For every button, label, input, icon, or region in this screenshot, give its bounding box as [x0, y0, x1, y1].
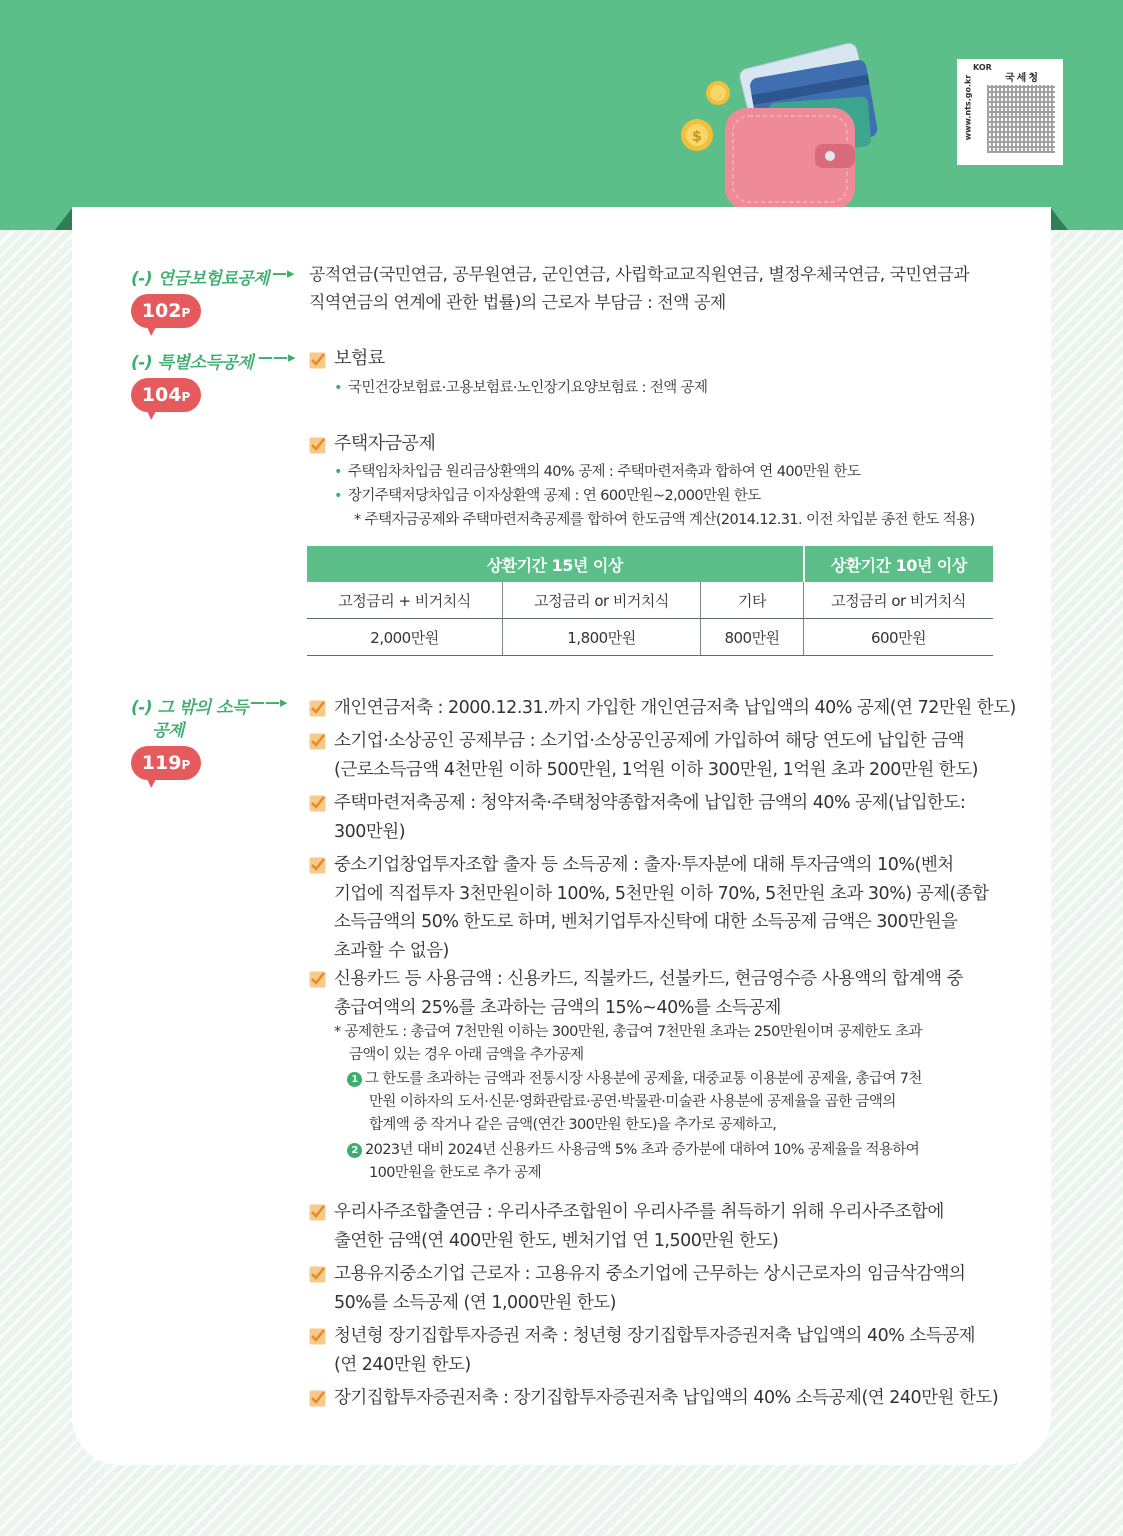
other-item-line: 50%를 소득공제 (연 1,000만원 한도) — [334, 1292, 616, 1313]
insurance-title: 보험료 — [334, 348, 385, 369]
section-label-pension: (-) 연금보험료공제 — [131, 269, 269, 289]
qr-code-icon — [987, 85, 1055, 153]
other-item-line: 중소기업창업투자조합 출자 등 소득공제 : 출자·투자분에 대해 투자금액의 10%(벤처 — [334, 855, 954, 875]
checkbox-icon — [309, 700, 326, 717]
table-header-10y: 상환기간 10년 이상 — [804, 546, 994, 582]
checkbox-icon — [309, 352, 326, 369]
qr-code-box[interactable] — [957, 59, 1063, 165]
card-note-item-1: 1 그 한도를 초과하는 금액과 전통시장 사용분에 공제율, 대중교통 이용분에 공제율, 총급여 7천 — [347, 1068, 922, 1091]
housing-title: 주택자금공제 — [334, 433, 436, 454]
other-item-line: 개인연금저축 : 2000.12.31.까지 가입한 개인연금저축 납입액의 40% 공제(연 72만원 한도) — [334, 698, 1016, 718]
table-cell: 고정금리 + 비거치식 — [307, 582, 503, 619]
qr-url: www.nts.go.kr — [963, 74, 973, 141]
wallet-illustration — [675, 40, 885, 215]
card-note-line-1: * 공제한도 : 총급여 7천만원 이하는 300만원, 총급여 7천만원 초과는 250만원이며 공제한도 초과 — [334, 1024, 922, 1040]
table-cell: 1,800만원 — [503, 619, 701, 656]
repayment-table — [307, 546, 993, 656]
section-label-other-2: 공제 — [152, 721, 184, 741]
kor-logo-badge: KOR — [973, 63, 992, 72]
page-tag-119[interactable]: 119P — [131, 746, 201, 780]
table-header-15y: 상환기간 15년 이상 — [307, 546, 804, 582]
section-label-other: (-) 그 밖의 소득 — [131, 698, 248, 718]
checkbox-icon — [309, 1204, 326, 1221]
table-cell: 기타 — [701, 582, 804, 619]
corner-fold-right — [1050, 207, 1068, 230]
other-item-line: 출연한 금액(연 400만원 한도, 벤처기업 연 1,500만원 한도) — [334, 1230, 779, 1251]
table-cell: 800만원 — [701, 619, 804, 656]
section-label-special: (-) 특별소득공제 — [131, 353, 254, 373]
checkbox-icon — [309, 795, 326, 812]
other-item-line: 우리사주조합출연금 : 우리사주조합원이 우리사주를 취득하기 위해 우리사주조합에 — [334, 1202, 944, 1222]
table-cell: 고정금리 or 비거치식 — [503, 582, 701, 619]
arrow-icon: —▸ — [272, 264, 295, 282]
page-tag-104[interactable]: 104P — [131, 378, 201, 412]
table-cell: 600만원 — [804, 619, 994, 656]
pension-line-2: 직역연금의 연계에 관한 법률)의 근로자 부담금 : 전액 공제 — [309, 293, 726, 313]
other-item-line: 소득금액의 50% 한도로 하며, 벤처기업투자신탁에 대한 소득공제 금액은 300만원을 — [334, 912, 958, 932]
card-note-item-1-line-2: 만원 이하자의 도서·신문·영화관람료·공연·박물관·미술관 사용분에 공제율을 곱한 금액의 — [369, 1094, 896, 1110]
svg-text:$: $ — [692, 129, 702, 145]
checkbox-icon — [309, 1390, 326, 1407]
header-band — [0, 0, 1123, 230]
checkbox-icon — [309, 1328, 326, 1345]
card-note-item-2: 2 2023년 대비 2024년 신용카드 사용금액 5% 초과 증가분에 대하여 10% 공제율을 적용하여 — [347, 1139, 919, 1162]
card-note-item-1-line-3: 합계액 중 작거나 같은 금액(연간 300만원 한도)을 추가로 공제하고, — [369, 1117, 777, 1133]
other-item-line: 장기집합투자증권저축 : 장기집합투자증권저축 납입액의 40% 소득공제(연 240만원 한도) — [334, 1388, 999, 1408]
arrow-icon: ——▸ — [250, 693, 288, 711]
checkbox-icon — [309, 857, 326, 874]
card-note-line-2: 금액이 있는 경우 아래 금액을 추가공제 — [349, 1047, 584, 1063]
other-item-line: 신용카드 등 사용금액 : 신용카드, 직불카드, 선불카드, 현금영수증 사용액의 합계액 중 — [334, 969, 963, 989]
other-item-line: 주택마련저축공제 : 청약저축·주택청약종합저축에 납입한 금액의 40% 공제(납입한도: — [334, 793, 966, 813]
housing-item-1: • 주택임차차입금 원리금상환액의 40% 공제 : 주택마련저축과 합하여 연 400만원 한도 — [334, 464, 861, 480]
other-item-line: 총급여액의 25%를 초과하는 금액의 15%~40%를 소득공제 — [334, 997, 781, 1018]
table-cell: 고정금리 or 비거치식 — [804, 582, 994, 619]
other-item-line: 고용유지중소기업 근로자 : 고용유지 중소기업에 근무하는 상시근로자의 임금삭감액의 — [334, 1264, 966, 1284]
insurance-item: • 국민건강보험료·고용보험료·노인장기요양보험료 : 전액 공제 — [334, 380, 708, 396]
corner-fold-left — [55, 207, 73, 230]
card-note-item-2-line-2: 100만원을 한도로 추가 공제 — [369, 1165, 541, 1181]
checkbox-icon — [309, 971, 326, 988]
other-item-line: 청년형 장기집합투자증권 저축 : 청년형 장기집합투자증권저축 납입액의 40% 소득공제 — [334, 1326, 976, 1346]
housing-item-2: • 장기주택저당차입금 이자상환액 공제 : 연 600만원~2,000만원 한도 — [334, 488, 761, 504]
checkbox-icon — [309, 437, 326, 454]
other-item-line: 기업에 직접투자 3천만원이하 100%, 5천만원 이하 70%, 5천만원 초과 30%) 공제(종합 — [334, 883, 989, 904]
checkbox-icon — [309, 733, 326, 750]
other-item-line: 소기업·소상공인 공제부금 : 소기업·소상공인공제에 가입하여 해당 연도에 납입한 금액 — [334, 731, 965, 751]
arrow-icon: ——▸ — [258, 348, 296, 366]
other-item-line: (근로소득금액 4천만원 이하 500만원, 1억원 이하 300만원, 1억원 초과 200만원 한도) — [334, 759, 978, 780]
qr-title: 국세청 — [1005, 73, 1040, 84]
checkbox-icon — [309, 1266, 326, 1283]
other-item-line: 300만원) — [334, 821, 406, 842]
page-tag-102[interactable]: 102P — [131, 294, 201, 328]
other-item-line: 초과할 수 없음) — [334, 940, 449, 961]
housing-note: * 주택자금공제와 주택마련저축공제를 합하여 한도금액 계산(2014.12.31. 이전 차입분 종전 한도 적용) — [354, 512, 975, 528]
pension-line-1: 공적연금(국민연금, 공무원연금, 군인연금, 사립학교교직원연금, 별정우체국연금, 국민연금과 — [309, 265, 970, 285]
table-cell: 2,000만원 — [307, 619, 503, 656]
other-item-line: (연 240만원 한도) — [334, 1354, 471, 1375]
